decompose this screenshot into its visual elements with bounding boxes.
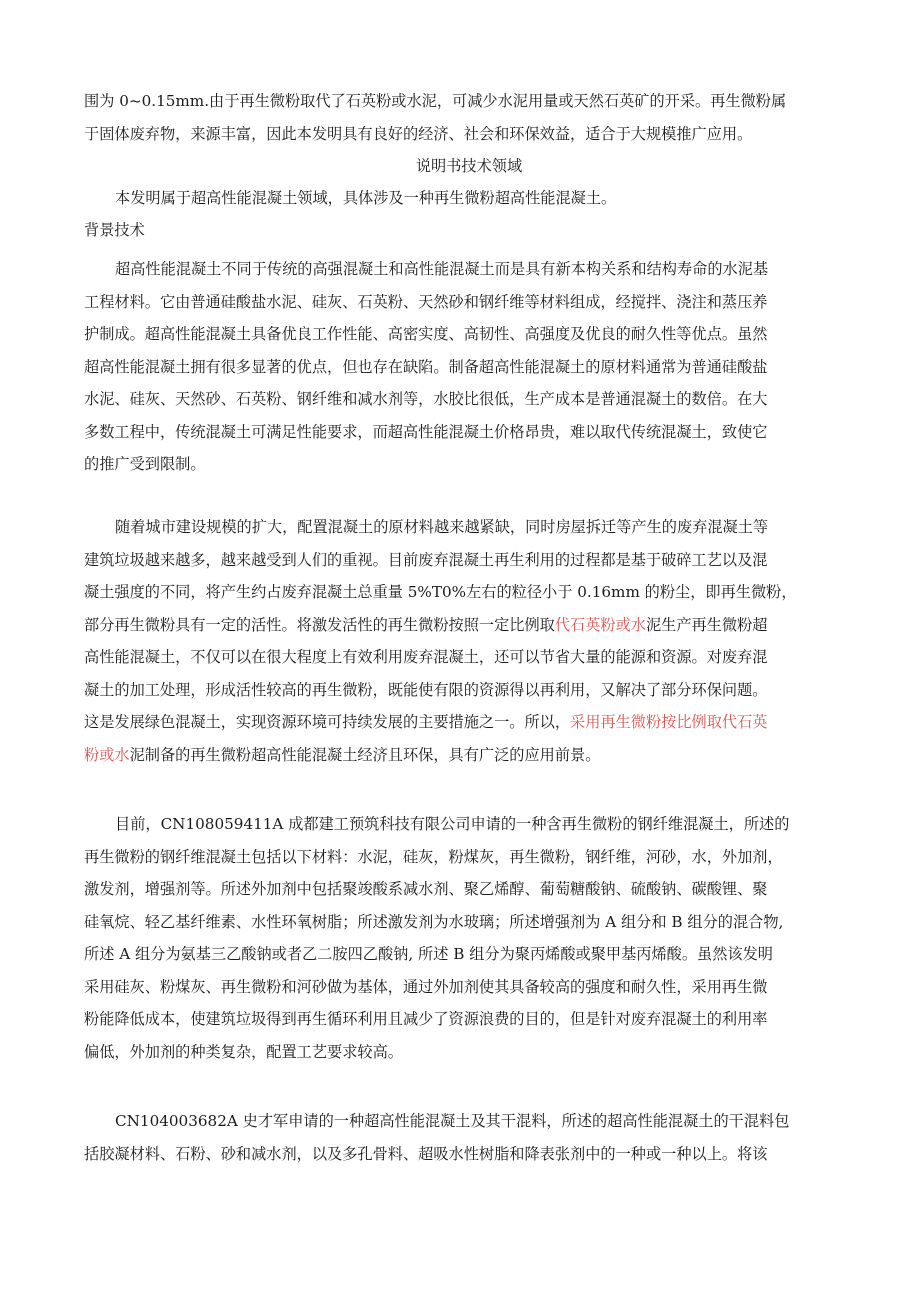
text-line: 随着城市建设规模的扩大，配置混凝土的原材料越来越紧缺，同时房屋拆迁等产生的废弃混凝土等 [115, 518, 769, 536]
text-line [84, 706, 854, 739]
text-line: 工程材料。它由普通硅酸盐水泥、硅灰、石英粉、天然砂和钢纤维等材料组成，经搅拌、浇注和蒸压养 [84, 292, 768, 311]
text-line: 建筑垃圾越来越多，越来越受到人们的重视。目前废弃混凝土再生利用的过程都是基于破碎工艺以及混 [84, 550, 768, 569]
text-line: 括胶凝材料、石粉、砂和减水剂，以及多孔骨料、超吸水性树脂和降表张剂中的一种或一种以上。将该 [84, 1144, 768, 1163]
background-paragraph-3 [84, 808, 854, 1068]
background-heading-block [84, 214, 854, 247]
text-line [84, 739, 854, 772]
text-line: 高性能混凝土，不仅可以在很大程度上有效利用废弃混凝土，还可以节省大量的能源和资源。对废弃混 [84, 648, 768, 666]
text-line: 采用硅灰、粉煤灰、再生微粉和河砂做为基体，通过外加剂使其具备较高的强度和耐久性，采用再生微 [84, 977, 768, 996]
background-heading: 背景技术 [84, 221, 145, 239]
text-line: 水泥、硅灰、天然砂、石英粉、钢纤维和减水剂等，水胶比很低，生产成本是普通混凝土的数倍。在大 [84, 390, 768, 408]
highlighted-text: 粉或水 [84, 745, 130, 764]
background-paragraph-2 [84, 511, 854, 771]
text-line: 超高性能混凝土拥有很多显著的优点，但也存在缺陷。制备超高性能混凝土的原材料通常为普通硅酸盐 [84, 357, 768, 376]
text-line: 护制成。超高性能混凝土具备优良工作性能、高密实度、高韧性、高强度及优良的耐久性等优点。虽然 [84, 325, 768, 343]
text-segment: 这是发展绿色混凝土，实现资源环境可持续发展的主要措施之一。所以， [84, 713, 570, 731]
text-line: 围为 0~0.15mm.由于再生微粉取代了石英粉或水泥，可减少水泥用量或天然石英矿的开采。再生微粉属 [84, 92, 787, 110]
text-segment: 部分再生微粉具有一定的活性。将激发活性的再生微粉按照一定比例取 [84, 615, 555, 634]
field-paragraph [84, 182, 854, 215]
highlighted-text: 采用再生微粉按比例取代石英 [570, 713, 768, 731]
text-line: 多数工程中，传统混凝土可满足性能要求，而超高性能混凝土价格昂贵，难以取代传统混凝土，致使它 [84, 422, 768, 441]
text-line: 激发剂，增强剂等。所述外加剂中包括聚竣酸系减水剂、聚乙烯醇、葡萄糖酸钠、硫酸钠、碳酸锂、聚 [84, 880, 768, 898]
text-line: 偏低，外加剂的种类复杂，配置工艺要求较高。 [84, 1042, 403, 1061]
section-title: 说明书技术领域 [415, 157, 523, 175]
text-line: 凝土强度的不同，将产生约占废弃混凝土总重量 5%T0%左右的粒径小于 0.16mm 的粉尘，即再生微粉， [84, 583, 797, 601]
text-line: 硅氧烷、轻乙基纤维素、水性环氧树脂；所述激发剂为水玻璃；所述增强剂为 A 组分和 B 组分的混合物, [84, 912, 784, 931]
text-segment: 泥生产再生微粉超 [645, 615, 768, 634]
background-paragraph-1 [84, 253, 854, 481]
text-line: 的推广受到限制。 [84, 455, 206, 473]
background-paragraph-4 [84, 1105, 854, 1170]
text-line [84, 609, 854, 642]
text-segment: 泥制备的再生微粉超高性能混凝土经济且环保，具有广泛的应用前景。 [129, 745, 601, 764]
text-line: 目前，CN108059411A 成都建工预筑科技有限公司申请的一种含再生微粉的钢纤维混凝土，所述的 [115, 815, 790, 833]
highlighted-text: 代石英粉或水 [554, 615, 646, 634]
text-line: 超高性能混凝土不同于传统的高强混凝土和高性能混凝土而是具有新本构关系和结构寿命的水泥基 [115, 260, 769, 278]
text-line: CN104003682A 史才军申请的一种超高性能混凝土及其干混料，所述的超高性能混凝土的干混料包 [115, 1112, 790, 1130]
text-line: 本发明属于超高性能混凝土领域，具体涉及一种再生微粉超高性能混凝土。 [115, 189, 617, 207]
text-line: 再生微粉的钢纤维混凝土包括以下材料：水泥，硅灰，粉煤灰，再生微粉，钢纤维，河砂，水，外加剂， [84, 847, 783, 866]
section-title-block [84, 150, 854, 183]
intro-paragraph [84, 85, 854, 150]
text-line: 凝土的加工处理，形成活性较高的再生微粉，既能使有限的资源得以再利用，又解决了部分环保问题。 [84, 680, 768, 699]
text-line: 于固体废弃物，来源丰富，因此本发明具有良好的经济、社会和环保效益，适合于大规模推广应用。 [84, 124, 753, 143]
text-line: 粉能降低成本，使建筑垃圾得到再生循环利用且减少了资源浪费的目的，但是针对废弃混凝土的利用率 [84, 1010, 768, 1028]
text-line: 所述 A 组分为氨基三乙酸钠或者乙二胺四乙酸钠, 所述 B 组分为聚丙烯酸或聚甲基丙烯酸。虽然该发明 [84, 945, 773, 963]
